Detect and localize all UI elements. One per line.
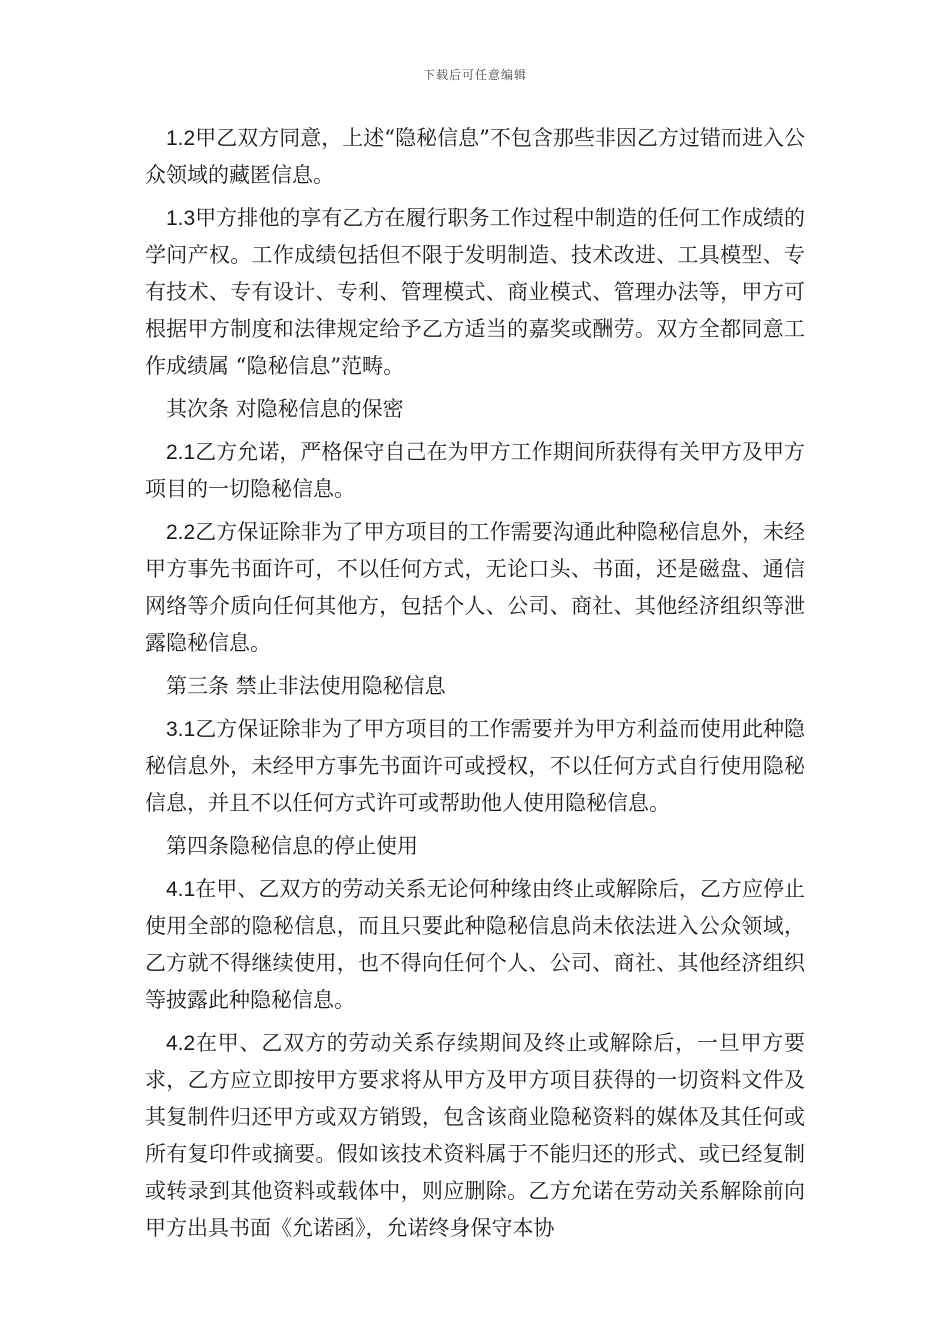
section-heading-3 — [145, 668, 805, 705]
paragraph-text: 在甲、乙双方的劳动关系存续期间及终止或解除后，一旦甲方要求，乙方应立即按甲方要求将从甲方及甲方项目获得的一切资料文件及其复制件归还甲方或双方销毁，包含该商业隐秘资料的媒体及其任何或所有复印件或摘要。假如该技术资料属于不能归还的形式、或已经复制或转录到其他资料或载体中，则应删除。乙方允诺在劳动关系解除前向甲方出具书面《允诺函》，允诺终身保守本协 — [145, 1031, 805, 1240]
paragraph-text: 在甲、乙双方的劳动关系无论何种缘由终止或解除后，乙方应停止使用全部的隐秘信息，而且只要此种隐秘信息尚未依法进入公众领域，乙方就不得继续使用，也不得向任何个人、公司、商社、其他经济组织等披露此种隐秘信息。 — [145, 877, 805, 1012]
heading-text: 其次条 对隐秘信息的保密 — [166, 397, 404, 421]
paragraph-text: 乙方保证除非为了甲方项目的工作需要沟通此种隐秘信息外，未经甲方事先书面许可，不以任何方式，无论口头、书面，还是磁盘、通信网络等介质向任何其他方，包括个人、公司、商社、其他经济组织等泄露隐秘信息。 — [145, 520, 805, 655]
clause-number: 2.2 — [166, 521, 196, 544]
paragraph-3-1 — [145, 711, 805, 822]
paragraph-1-3 — [145, 200, 805, 385]
clause-number: 1.2 — [166, 127, 196, 150]
paragraph-2-2 — [145, 514, 805, 662]
clause-number: 4.1 — [166, 878, 196, 901]
paragraph-text: 乙方允诺，严格保守自己在为甲方工作期间所获得有关甲方及甲方项目的一切隐秘信息。 — [145, 440, 805, 501]
clause-number: 3.1 — [166, 718, 196, 741]
heading-text: 第四条隐秘信息的停止使用 — [166, 834, 418, 858]
paragraph-text: 甲方排他的享有乙方在履行职务工作过程中制造的任何工作成绩的学问产权。工作成绩包括但不限于发明制造、技术改进、工具模型、专有技术、专有设计、专利、管理模式、商业模式、管理办法等，甲方可根据甲方制度和法律规定给予乙方适当的嘉奖或酬劳。双方全都同意工作成绩属 “隐秘信息”范畴。 — [145, 206, 805, 378]
paragraph-4-2 — [145, 1025, 805, 1247]
paragraph-2-1 — [145, 434, 805, 508]
paragraph-text: 乙方保证除非为了甲方项目的工作需要并为甲方利益而使用此种隐秘信息外，未经甲方事先书面许可或授权，不以任何方式自行使用隐秘信息，并且不以任何方式许可或帮助他人使用隐秘信息。 — [145, 717, 805, 815]
heading-text: 第三条 禁止非法使用隐秘信息 — [166, 674, 446, 698]
paragraph-1-2 — [145, 120, 805, 194]
section-heading-4 — [145, 828, 805, 865]
document-body — [145, 120, 805, 1253]
page-header: 下载后可任意编辑 — [422, 68, 527, 82]
paragraph-text: 甲乙双方同意，上述“隐秘信息”不包含那些非因乙方过错而进入公众领域的藏匿信息。 — [145, 126, 805, 187]
clause-number: 4.2 — [166, 1032, 196, 1055]
clause-number: 1.3 — [166, 207, 196, 230]
clause-number: 2.1 — [166, 441, 196, 464]
section-heading-2 — [145, 391, 805, 428]
paragraph-4-1 — [145, 871, 805, 1019]
